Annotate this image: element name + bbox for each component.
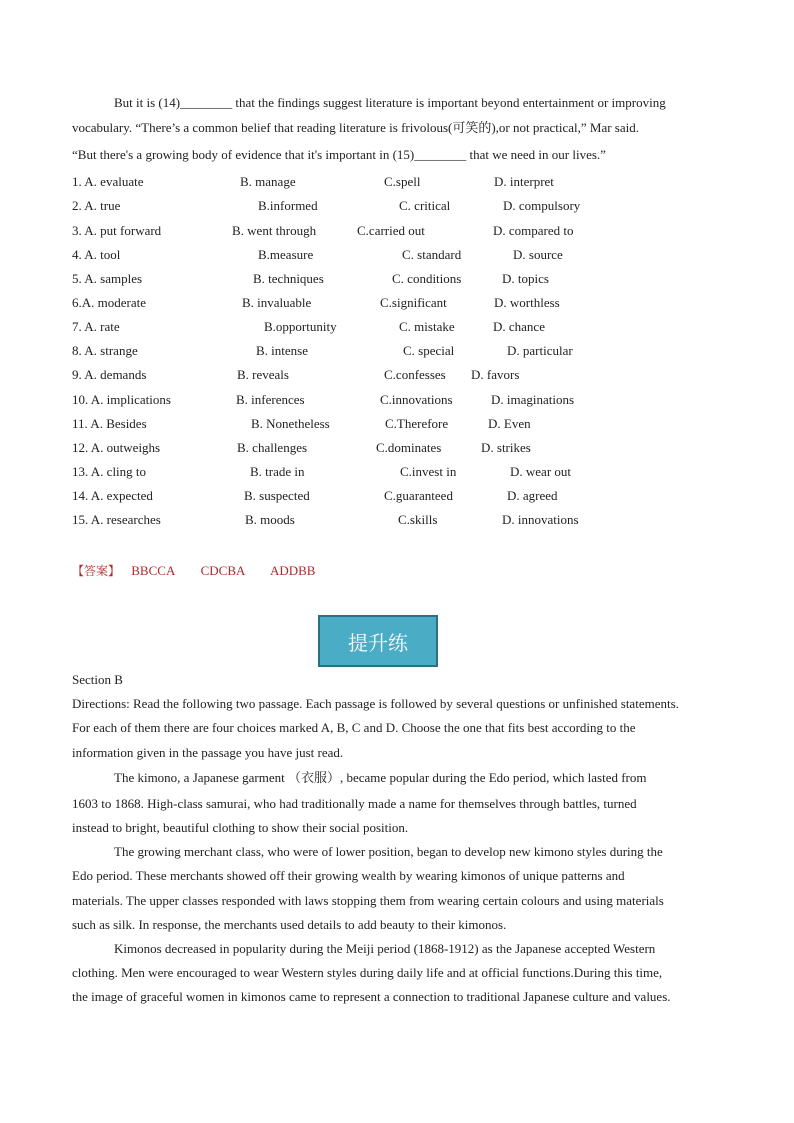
- answer-group-3: ADDBB: [269, 563, 316, 578]
- option-a: 13. A. cling to: [72, 464, 147, 479]
- option-a: 3. A. put forward: [72, 223, 162, 238]
- paragraph-2-line-1: The growing merchant class, who were of lower position, began to develop new kimono styles during the: [114, 844, 663, 859]
- paragraph-1-line-3: instead to bright, beautiful clothing to show their social position.: [72, 820, 409, 835]
- option-c: C.confesses: [384, 367, 446, 382]
- option-a: 7. A. rate: [72, 319, 120, 334]
- option-d: D. topics: [502, 271, 549, 286]
- section-banner: 提升练: [318, 615, 438, 667]
- option-c: C. standard: [402, 247, 462, 262]
- option-c: C.dominates: [376, 440, 442, 455]
- passage-end-line-1: But it is (14)________ that the findings suggest literature is important beyond entertainment or improving: [114, 95, 666, 110]
- option-d: D. particular: [507, 343, 573, 358]
- option-b: B. intense: [256, 343, 308, 358]
- option-b: B. inferences: [236, 392, 305, 407]
- option-a: 8. A. strange: [72, 343, 138, 358]
- paragraph-1-line-1: The kimono, a Japanese garment （衣服）, became popular during the Edo period, which lasted from: [114, 770, 647, 785]
- passage-end-line-3: “But there's a growing body of evidence that it's important in (15)________ that we need in our lives.”: [72, 147, 606, 162]
- option-a: 10. A. implications: [72, 392, 171, 407]
- option-b: B. invaluable: [242, 295, 312, 310]
- option-a: 6.A. moderate: [72, 295, 147, 310]
- option-row: [0, 343, 794, 359]
- option-d: D. strikes: [481, 440, 531, 455]
- option-d: D. innovations: [502, 512, 579, 527]
- option-c: C. critical: [399, 198, 451, 213]
- option-b: B. Nonetheless: [251, 416, 330, 431]
- answer-tag: 【答案】: [72, 564, 121, 578]
- answer-line: [72, 562, 337, 579]
- paragraph-2-line-3: materials. The upper classes responded with laws stopping them from wearing certain colours and using materials: [72, 893, 664, 908]
- option-row: [0, 271, 794, 287]
- option-b: B. challenges: [237, 440, 308, 455]
- option-c: C.Therefore: [385, 416, 449, 431]
- paragraph-2-line-2: Edo period. These merchants showed off their growing wealth by wearing kimonos of unique patterns and: [72, 868, 625, 883]
- directions-line-2: For each of them there are four choices marked A, B, C and D. Choose the one that fits best according to the: [72, 720, 636, 735]
- option-a: 2. A. true: [72, 198, 121, 213]
- option-d: D. favors: [471, 367, 520, 382]
- option-c: C. conditions: [392, 271, 462, 286]
- option-d: D. chance: [493, 319, 545, 334]
- option-d: D. interpret: [494, 174, 554, 189]
- paragraph-3-line-1: Kimonos decreased in popularity during the Meiji period (1868-1912) as the Japanese accepted Western: [114, 941, 656, 956]
- option-d: D. source: [513, 247, 563, 262]
- option-b: B.opportunity: [264, 319, 337, 334]
- option-row: [0, 440, 794, 456]
- option-c: C. mistake: [399, 319, 455, 334]
- option-row: [0, 367, 794, 383]
- option-row: [0, 512, 794, 528]
- option-a: 4. A. tool: [72, 247, 121, 262]
- option-d: D. compared to: [493, 223, 574, 238]
- option-b: B. techniques: [253, 271, 324, 286]
- option-row: [0, 174, 794, 190]
- option-b: B.informed: [258, 198, 318, 213]
- option-row: [0, 295, 794, 311]
- option-c: C.skills: [398, 512, 438, 527]
- paragraph-3-line-2: clothing. Men were encouraged to wear Western styles during daily life and at official functions.During this time,: [72, 965, 663, 980]
- option-d: D. imaginations: [491, 392, 575, 407]
- option-row: [0, 464, 794, 480]
- option-a: 14. A. expected: [72, 488, 153, 503]
- directions-line-1: Directions: Read the following two passage. Each passage is followed by several questions or unfinished statements.: [72, 696, 679, 711]
- directions-line-3: information given in the passage you have just read.: [72, 745, 344, 760]
- paragraph-1-line-2: 1603 to 1868. High-class samurai, who had traditionally made a name for themselves through battles, turned: [72, 796, 637, 811]
- option-b: B. trade in: [250, 464, 305, 479]
- option-row: [0, 223, 794, 239]
- option-b: B. went through: [232, 223, 317, 238]
- option-c: C.carried out: [357, 223, 425, 238]
- option-a: 1. A. evaluate: [72, 174, 144, 189]
- option-row: [0, 488, 794, 504]
- option-c: C.innovations: [380, 392, 453, 407]
- option-d: D. wear out: [510, 464, 572, 479]
- option-b: B. reveals: [237, 367, 289, 382]
- option-a: 12. A. outweighs: [72, 440, 161, 455]
- option-row: [0, 247, 794, 263]
- option-row: [0, 198, 794, 214]
- option-b: B.measure: [258, 247, 314, 262]
- passage-end-line-2: vocabulary. “There’s a common belief that reading literature is frivolous(可笑的),or not practical,” Mar said.: [72, 120, 639, 135]
- option-b: B. manage: [240, 174, 296, 189]
- option-c: C.invest in: [400, 464, 457, 479]
- option-d: D. agreed: [507, 488, 558, 503]
- option-a: 15. A. researches: [72, 512, 161, 527]
- option-b: B. moods: [245, 512, 295, 527]
- option-c: C.spell: [384, 174, 421, 189]
- option-row: [0, 416, 794, 432]
- option-d: D. worthless: [494, 295, 560, 310]
- option-d: D. compulsory: [503, 198, 581, 213]
- section-title: Section B: [72, 672, 123, 687]
- option-c: C.guaranteed: [384, 488, 453, 503]
- option-a: 9. A. demands: [72, 367, 147, 382]
- answer-group-1: BBCCA: [131, 563, 176, 578]
- option-row: [0, 392, 794, 408]
- option-a: 11. A. Besides: [72, 416, 147, 431]
- paragraph-2-line-4: such as silk. In response, the merchants used details to add beauty to their kimonos.: [72, 917, 507, 932]
- option-c: C.significant: [380, 295, 447, 310]
- answer-group-2: CDCBA: [200, 563, 246, 578]
- option-row: [0, 319, 794, 335]
- option-b: B. suspected: [244, 488, 310, 503]
- option-d: D. Even: [488, 416, 531, 431]
- option-c: C. special: [403, 343, 455, 358]
- option-a: 5. A. samples: [72, 271, 143, 286]
- paragraph-3-line-3: the image of graceful women in kimonos came to represent a connection to traditional Japanese culture and values.: [72, 989, 671, 1004]
